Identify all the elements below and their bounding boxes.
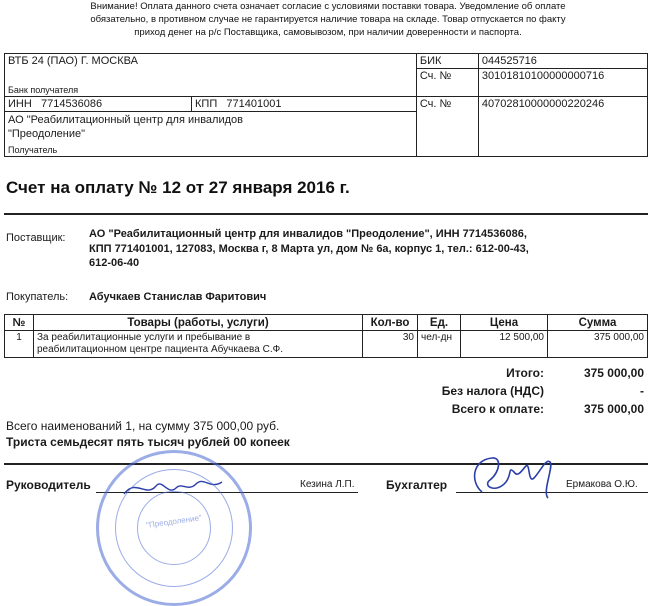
- kpp-value: 771401001: [226, 98, 282, 110]
- row-num: 1: [5, 331, 34, 358]
- notice-line-1: Внимание! Оплата данного счета означает согласие с условиями поставки товара. Уведомление об оплате: [90, 1, 566, 12]
- bik-value: 044525716: [478, 54, 647, 69]
- recipient-label: Получатель: [8, 145, 58, 155]
- kpp-cell: [192, 97, 417, 112]
- due-label: Всего к оплате:: [451, 402, 544, 416]
- company-stamp: [96, 450, 252, 606]
- bank-details-table: [4, 53, 648, 157]
- corr-account-value: 30101810100000000716: [478, 69, 647, 97]
- inn-cell: [5, 97, 192, 112]
- supplier-label: Поставщик:: [6, 232, 66, 244]
- stamp-center-text: "Преодоление": [145, 513, 203, 530]
- table-row: [5, 331, 648, 358]
- buyer-label: Покупатель:: [6, 291, 69, 303]
- col-price: Цена: [461, 315, 548, 331]
- payment-notice: [0, 0, 656, 39]
- corr-account-label: Сч. №: [416, 69, 478, 97]
- account-label: Сч. №: [416, 97, 478, 157]
- notice-line-2: обязательно, в противном случае не гарантируется наличие товара на складе. Товар отпускается по факту: [90, 14, 566, 25]
- account-value: 40702810000000220246: [478, 97, 647, 157]
- row-name-line-2: реабилитационном центре пациента Абучкаева С.Ф.: [37, 344, 283, 355]
- items-table: [4, 314, 648, 358]
- row-qty: 30: [363, 331, 418, 358]
- col-num: №: [5, 315, 34, 331]
- accountant-signature: [462, 452, 562, 504]
- summary-amount-words: Триста семьдесят пять тысяч рублей 00 копеек: [6, 435, 290, 449]
- row-sum: 375 000,00: [548, 331, 648, 358]
- row-unit: чел-дн: [418, 331, 461, 358]
- summary-count: Всего наименований 1, на сумму 375 000,00 руб.: [6, 419, 280, 433]
- bank-name-cell: [5, 54, 417, 83]
- bank-name: ВТБ 24 (ПАО) Г. МОСКВА: [8, 55, 138, 67]
- title-divider: [4, 213, 648, 215]
- vat-value: -: [640, 384, 644, 398]
- kpp-label: КПП: [195, 98, 218, 110]
- supplier-line-3: 612-06-40: [89, 257, 140, 269]
- recipient-cell: [5, 112, 417, 157]
- row-name-line-1: За реабилитационные услуги и пребывание в: [37, 332, 251, 343]
- due-value: 375 000,00: [583, 402, 644, 416]
- buyer-name: Абучкаев Станислав Фаритович: [89, 291, 267, 303]
- supplier-details: [89, 227, 529, 271]
- bank-label: Банк получателя: [5, 83, 417, 97]
- recipient-name: АО "Реабилитационный центр для инвалидов "Преодоление": [8, 114, 243, 140]
- notice-line-3: приход денег на р/с Поставщика, самовывозом, при наличии доверенности и паспорта.: [134, 27, 522, 38]
- inn-value: 7714536086: [40, 98, 103, 110]
- row-price: 12 500,00: [461, 331, 548, 358]
- total-value: 375 000,00: [583, 366, 644, 380]
- vat-label: Без налога (НДС): [441, 384, 544, 398]
- supplier-line-1: АО "Реабилитационный центр для инвалидов "Преодоление", ИНН 7714536086,: [89, 228, 527, 240]
- col-name: Товары (работы, услуги): [34, 315, 363, 331]
- head-label: Руководитель: [6, 478, 91, 492]
- row-name: [34, 331, 363, 358]
- col-sum: Сумма: [548, 315, 648, 331]
- invoice-title: Счет на оплату № 12 от 27 января 2016 г.: [6, 178, 350, 197]
- total-label: Итого:: [506, 366, 544, 380]
- items-header-row: [5, 315, 648, 331]
- inn-label: ИНН: [8, 98, 32, 110]
- accountant-name: Ермакова О.Ю.: [566, 479, 638, 490]
- accountant-label: Бухгалтер: [386, 478, 448, 492]
- supplier-line-2: КПП 771401001, 127083, Москва г, 8 Марта ул, дом № 6а, корпус 1, тел.: 612-00-43,: [89, 242, 529, 255]
- col-unit: Ед.: [418, 315, 461, 331]
- col-qty: Кол-во: [363, 315, 418, 331]
- head-name: Кезина Л.П.: [300, 479, 355, 490]
- bik-label: БИК: [416, 54, 478, 69]
